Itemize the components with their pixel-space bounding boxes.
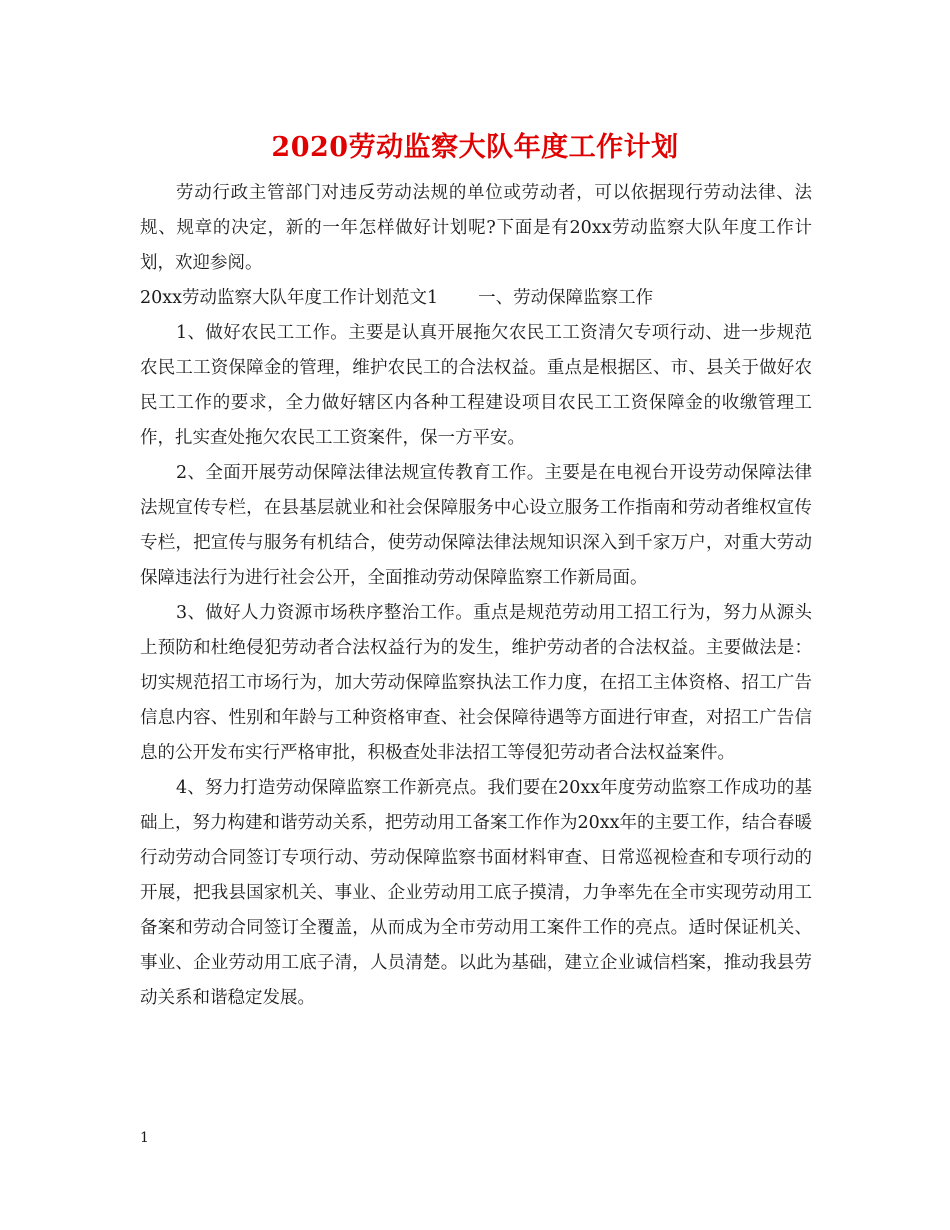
sample-heading-line: [140, 281, 812, 316]
document-title: 2020劳动监察大队年度工作计划: [271, 132, 679, 163]
paragraph-3: 3、做好人力资源市场秩序整治工作。重点是规范劳动用工招工行为，努力从源头上预防和杜绝侵犯劳动者合法权益行为的发生，维护劳动者的合法权益。主要做法是：切实规范招工市场行为，加大劳动保障监察执法工作力度，在招工主体资格、招工广告信息内容、性别和年龄与工种资格审查、社会保障待遇等方面进行审查，对招工广告信息的公开发布实行严格审批，积极查处非法招工等侵犯劳动者合法权益案件。: [140, 603, 812, 763]
sample-heading: 20xx劳动监察大队年度工作计划范文1: [140, 288, 439, 308]
paragraph-1: 1、做好农民工工作。主要是认真开展拖欠农民工工资清欠专项行动、进一步规范农民工工资保障金的管理，维护农民工的合法权益。重点是根据区、市、县关于做好农民工工作的要求，全力做好辖区内各种工程建设项目农民工工资保障金的收缴管理工作，扎实查处拖欠农民工工资案件，保一方平安。: [140, 323, 812, 448]
document-body: [140, 176, 812, 1016]
intro-paragraph: 劳动行政主管部门对违反劳动法规的单位或劳动者，可以依据现行劳动法律、法规、规章的决定，新的一年怎样做好计划呢?下面是有20xx劳动监察大队年度工作计划，欢迎参阅。: [140, 183, 812, 273]
paragraph-2: 2、全面开展劳动保障法律法规宣传教育工作。主要是在电视台开设劳动保障法律法规宣传专栏，在县基层就业和社会保障服务中心设立服务工作指南和劳动者维权宣传专栏，把宣传与服务有机结合，使劳动保障法律法规知识深入到千家万户，对重大劳动保障违法行为进行社会公开，全面推动劳动保障监察工作新局面。: [140, 463, 812, 588]
paragraph-4: 4、努力打造劳动保障监察工作新亮点。我们要在20xx年度劳动监察工作成功的基础上，努力构建和谐劳动关系，把劳动用工备案工作作为20xx年的主要工作，结合春暖行动劳动合同签订专项行动、劳动保障监察书面材料审查、日常巡视检查和专项行动的开展，把我县国家机关、事业、企业劳动用工底子摸清，力争率先在全市实现劳动用工备案和劳动合同签订全覆盖，从而成为全市劳动用工案件工作的亮点。适时保证机关、事业、企业劳动用工底子清，人员清楚。以此为基础，建立企业诚信档案，推动我县劳动关系和谐稳定发展。: [140, 778, 813, 1008]
section-heading: 一、劳动保障监察工作: [478, 288, 654, 308]
page-number: 1: [140, 1130, 149, 1146]
